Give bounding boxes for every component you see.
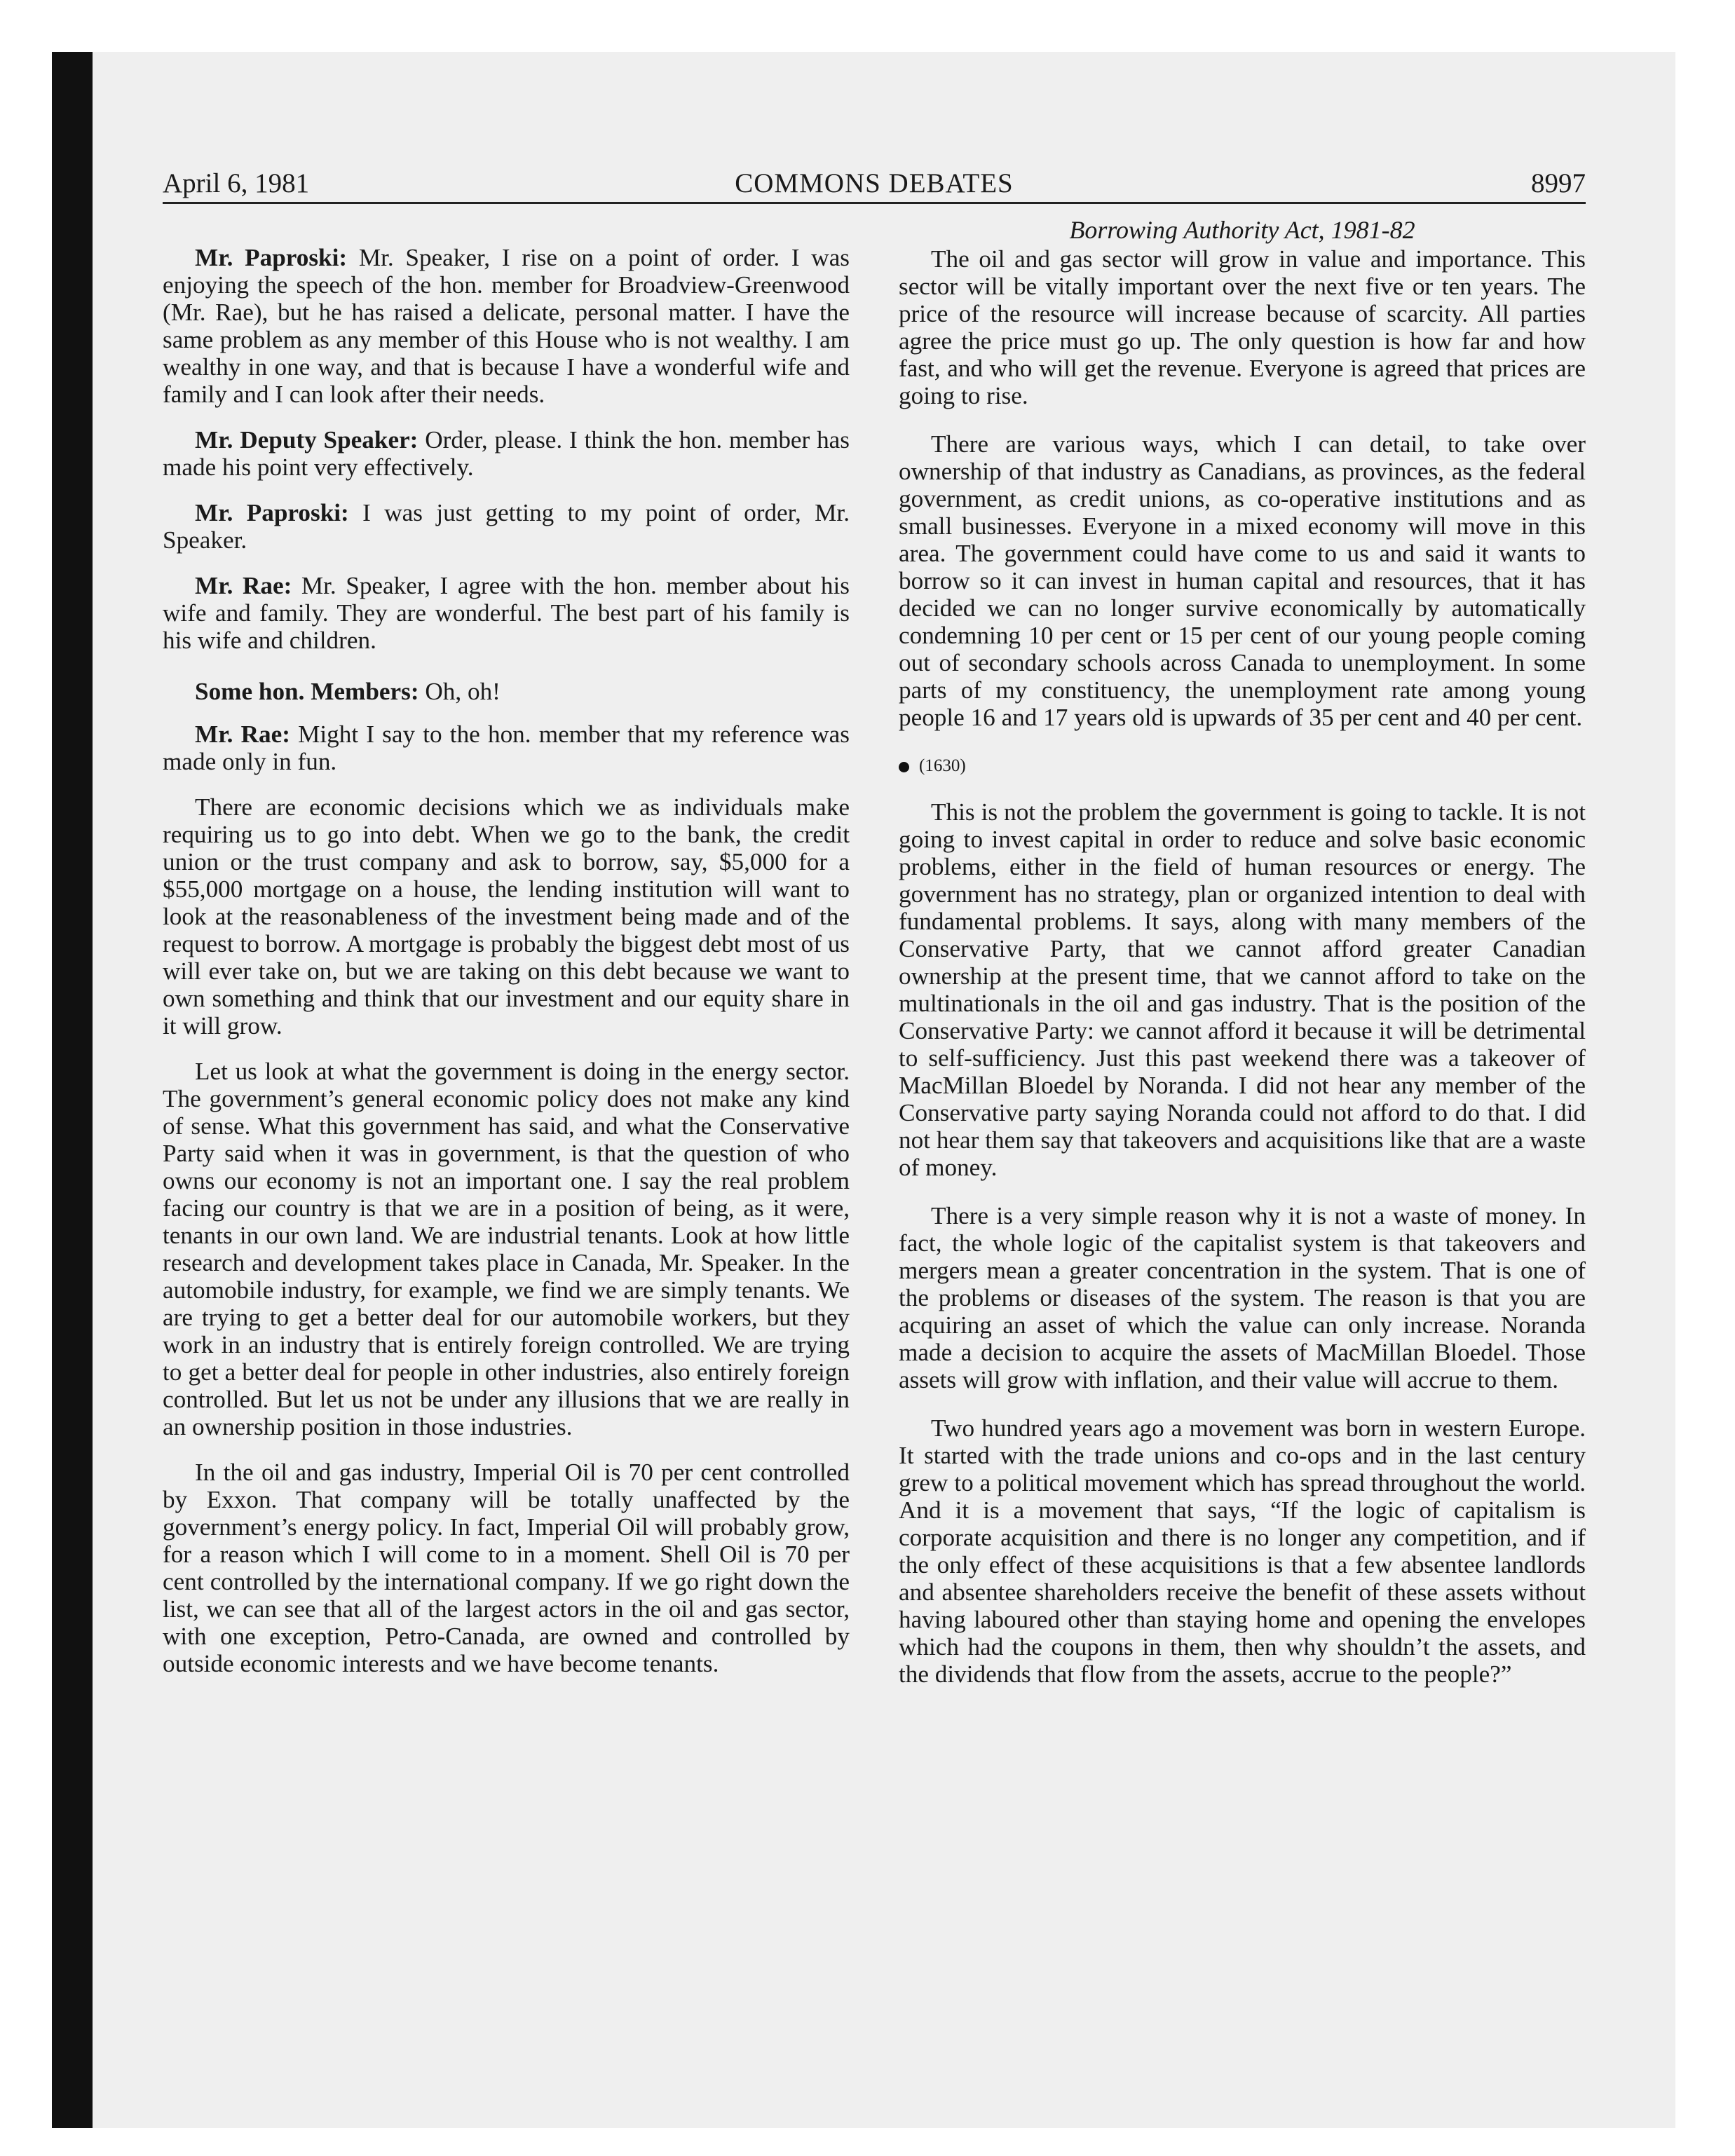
scan-edge-bar	[52, 52, 93, 2128]
speech-paragraph	[163, 244, 850, 408]
running-title: Borrowing Authority Act, 1981-82	[1069, 216, 1415, 244]
speaker-name: Mr. Rae:	[195, 721, 290, 748]
speech-paragraph: There is a very simple reason why it is not a waste of money. In fact, the whole logic of the capitalist system is that takeovers and mergers mean a greater concentration in the system. That is one of the problems or diseases of the system. The reason is that you are acquiring an asset of which the value can only increase. Noranda made a decision to acquire the assets of MacMillan Bloedel. Those assets will grow with inflation, and their value will accrue to them.	[899, 1202, 1586, 1393]
speaker-name: Mr. Rae:	[195, 572, 292, 599]
speech-paragraph	[163, 678, 850, 705]
speech-text: Mr. Speaker, I agree with the hon. member about his wife and family. They are wonderful. The best part of his family is his wife and children.	[163, 572, 850, 654]
speech-paragraph: The oil and gas sector will grow in value and importance. This sector will be vitally important over the next five or ten years. The price of the resource will increase because of scarcity. All parties agree the price must go up. The only question is how far and how fast, and who will get the revenue. Everyone is agreed that prices are going to rise.	[899, 245, 1586, 409]
speech-paragraph	[163, 721, 850, 775]
speech-paragraph	[163, 426, 850, 481]
speech-paragraph: There are various ways, which I can detail, to take over ownership of that industry as Canadians, as provinces, as the federal government, as credit unions, as co-operative institutions and as small businesses. Everyone in a mixed economy will move in this area. The government could have come to us and said it wants to borrow so it can invest in human capital and resources, that it has decided we can no longer survive economically by automatically condemning 10 per cent or 15 per cent of our young people coming out of secondary schools across Canada to unemployment. In some parts of my constituency, the unemployment rate among young people 16 and 17 years old is upwards of 35 per cent and 40 per cent.	[899, 430, 1586, 731]
header-page-number: 8997	[1531, 168, 1586, 198]
page-header	[163, 165, 1586, 204]
speech-text: Mr. Speaker, I rise on a point of order. I was enjoying the speech of the hon. member for Broadview-Greenwood (Mr. Rae), but he has raised a delicate, personal matter. I have the same problem as any member of this House who is not wealthy. I am wealthy in one way, and that is because I have a wonderful wife and family and I can look after their needs.	[163, 244, 850, 408]
speech-text: Oh, oh!	[419, 678, 501, 705]
speech-text: Order, please. I think the hon. member has made his point very effectively.	[163, 426, 850, 481]
speech-paragraph	[163, 1459, 850, 1677]
speech-text: Let us look at what the government is doing in the energy sector. The government’s general economic policy does not make any kind of sense. What this government has said, and what the Conservative Party said when it was in government, is that the question of who owns our economy is not an important one. I say the real problem facing our country is that we are in a position of being, as it were, tenants in our own land. We are industrial tenants. Look at how little research and development takes place in Canada, Mr. Speaker. In the automobile industry, for example, we find we are simply tenants. We are trying to get a better deal for our automobile workers, but they work in an industry that is entirely foreign controlled. We are trying to get a better deal for people in other industries, also entirely foreign controlled. But let us not be under any illusions that we are really in an ownership position in those industries.	[163, 1058, 850, 1440]
speaker-name: Mr. Paproski:	[195, 244, 348, 271]
left-column	[163, 244, 850, 1696]
speech-paragraph	[163, 793, 850, 1039]
time-marker-label: (1630)	[919, 756, 966, 775]
speaker-name: Mr. Paproski:	[195, 499, 349, 526]
right-column	[899, 245, 1586, 1706]
speech-text: There are economic decisions which we as individuals make requiring us to go into debt. When we go to the bank, the credit union or the trust company and ask to borrow, say, $5,000 for a $55,000 mortgage on a house, the lending institution will want to look at the reasonableness of the investment being made and of the request to borrow. A mortgage is probably the biggest debt most of us will ever take on, but we are taking on this debt because we want to own something and think that our investment and our equity share in it will grow.	[163, 793, 850, 1039]
bullet-dot-icon	[899, 762, 909, 772]
speaker-name: Mr. Deputy Speaker:	[195, 426, 419, 453]
speech-paragraph: This is not the problem the government is going to tackle. It is not going to invest capital in order to reduce and solve basic economic problems, either in the field of human resources or energy. The government has no strategy, plan or organized intention to deal with fundamental problems. It says, along with many members of the Conservative Party, that we cannot afford greater Canadian ownership at the present time, that we cannot afford to take on the multinationals in the oil and gas industry. That is the position of the Conservative Party: we cannot afford it because it will be detrimental to self-sufficiency. Just this past weekend there was a takeover of MacMillan Bloedel by Noranda. I did not hear any member of the Conservative party saying Noranda could not afford to do that. I did not hear them say that takeovers and acquisitions like that are a waste of money.	[899, 798, 1586, 1181]
speech-paragraph	[163, 1058, 850, 1440]
speech-text: In the oil and gas industry, Imperial Oil is 70 per cent controlled by Exxon. That company will be totally unaffected by the government’s energy policy. In fact, Imperial Oil will probably grow, for a reason which I will come to in a moment. Shell Oil is 70 per cent controlled by the international company. If we go right down the list, we can see that all of the largest actors in the oil and gas sector, with one exception, Petro-Canada, are owned and controlled by outside economic interests and we have become tenants.	[163, 1459, 850, 1677]
speech-paragraph	[163, 572, 850, 654]
speech-text: I was just getting to my point of order, Mr. Speaker.	[163, 499, 850, 554]
speech-paragraph	[163, 499, 850, 554]
header-title: COMMONS DEBATES	[735, 168, 1014, 198]
time-marker	[899, 755, 1586, 777]
speech-paragraph: Two hundred years ago a movement was born in western Europe. It started with the trade unions and co-ops and in the last century grew to a political movement which has spread throughout the world. And it is a movement that says, “If the logic of capitalism is corporate acquisition and there is no longer any competition, and if the only effect of these acquisitions is that a few absentee landlords and absentee shareholders receive the benefit of these assets without having laboured other than staying home and opening the envelopes which had the coupons in them, then why shouldn’t the assets, and the dividends that flow from the assets, accrue to the people?”	[899, 1414, 1586, 1688]
header-date: April 6, 1981	[163, 168, 310, 198]
speech-text: Might I say to the hon. member that my reference was made only in fun.	[163, 721, 850, 775]
speaker-name: Some hon. Members:	[195, 678, 419, 705]
